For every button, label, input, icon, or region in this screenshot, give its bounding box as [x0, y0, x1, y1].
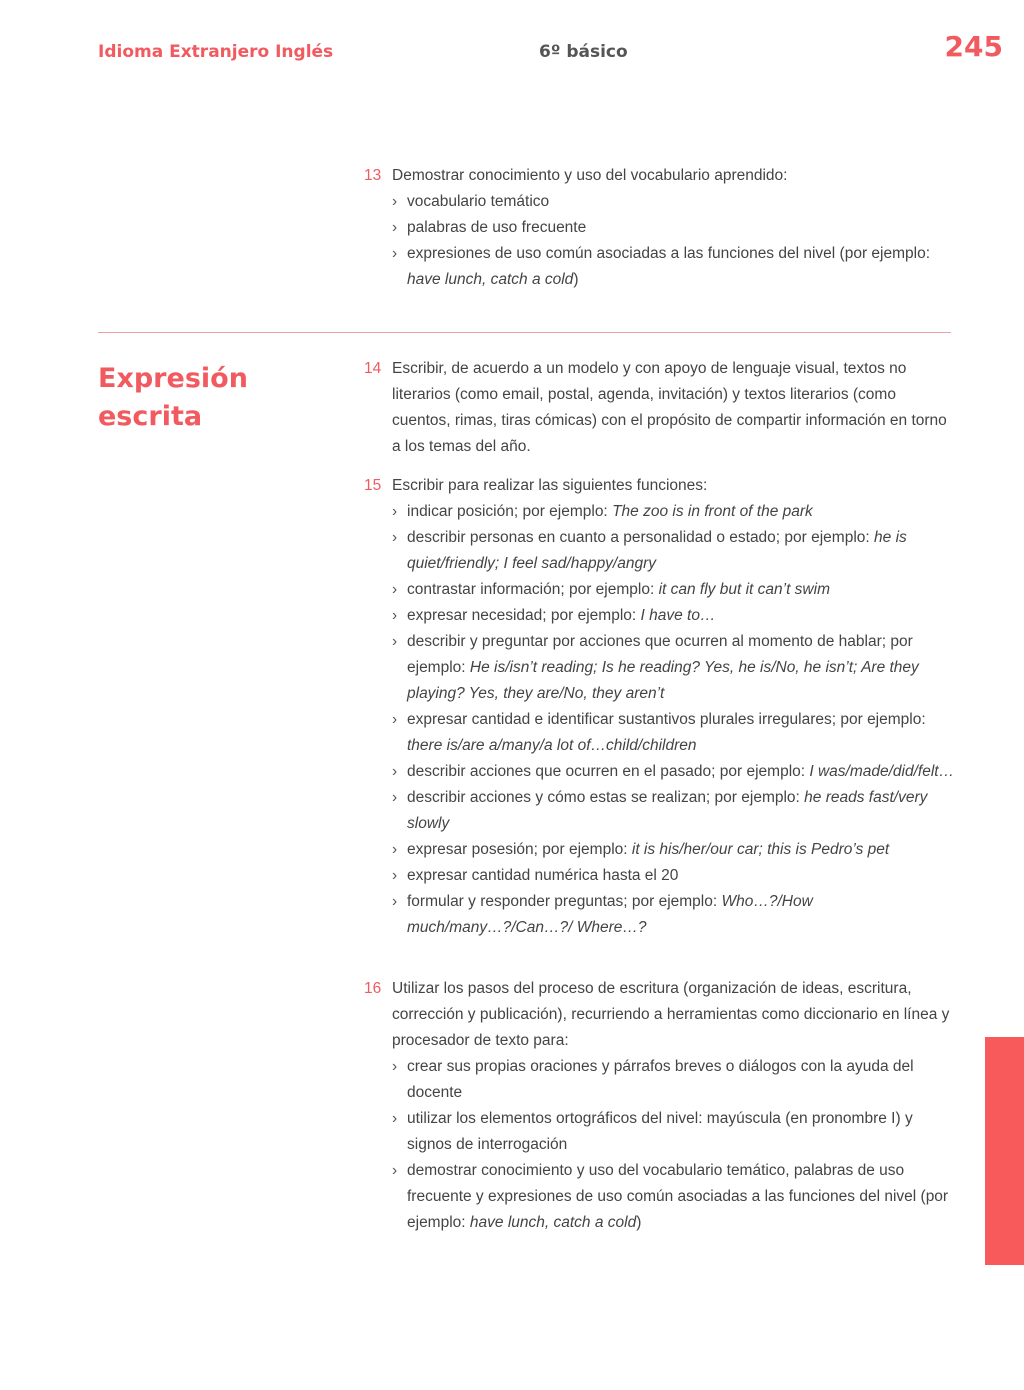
bullet-chevron-icon: ›: [392, 711, 398, 728]
header-subject: Idioma Extranjero Inglés: [98, 42, 334, 62]
bullet-example: have lunch, catch a cold: [469, 1214, 637, 1231]
section-divider: [98, 332, 951, 333]
bullet-item: [392, 837, 956, 863]
bullet-list: [364, 499, 956, 941]
bullet-text: indicar posición; por ejemplo:: [407, 503, 613, 520]
bullet-item: [392, 785, 956, 837]
bullet-text: vocabulario temático: [407, 193, 550, 210]
bullet-chevron-icon: ›: [392, 607, 398, 624]
bullet-after: ): [573, 271, 579, 288]
objective-text: Demostrar conocimiento y uso del vocabulario aprendido:: [392, 167, 788, 184]
bullet-text: demostrar conocimiento y uso del vocabulario temático, palabras de uso frecuente y expresiones de uso común asociadas a las funciones del nivel (por ejemplo:: [407, 1162, 949, 1231]
objective-number: 15: [364, 477, 382, 494]
bullet-item: [392, 1106, 956, 1158]
bullet-example: I was/made/did/felt…: [809, 763, 955, 780]
bullet-text: formular y responder preguntas; por ejemplo:: [407, 893, 722, 910]
bullet-chevron-icon: ›: [392, 581, 398, 598]
bullet-item: [392, 241, 956, 293]
bullet-example: it is his/her/our car; this is Pedro’s pet: [631, 841, 890, 858]
bullet-text: contrastar información; por ejemplo:: [407, 581, 659, 598]
section-title: [98, 360, 248, 436]
bullet-item: [392, 603, 956, 629]
header-grade: 6º básico: [539, 42, 628, 62]
bullet-text: describir acciones y cómo estas se realizan; por ejemplo:: [407, 789, 805, 806]
page-number: 245: [944, 30, 1003, 63]
objective-number: 16: [364, 980, 382, 997]
bullet-chevron-icon: ›: [392, 1058, 398, 1075]
objective-number: 14: [364, 360, 382, 377]
bullet-chevron-icon: ›: [392, 1110, 398, 1127]
objective-14: [364, 356, 956, 460]
bullet-item: [392, 629, 956, 707]
bullet-example: have lunch, catch a cold: [407, 271, 574, 288]
bullet-item: [392, 525, 956, 577]
bullet-item: [392, 1054, 956, 1106]
bullet-text: expresar cantidad numérica hasta el 20: [407, 867, 679, 884]
bullet-chevron-icon: ›: [392, 763, 398, 780]
bullet-chevron-icon: ›: [392, 1162, 398, 1179]
side-tab-marker: [985, 1037, 1024, 1265]
bullet-item: [392, 889, 956, 941]
bullet-item: [392, 863, 956, 889]
bullet-example: He is/isn’t reading; Is he reading? Yes, he is/No, he isn’t; Are they playing? Yes, they are/No, they aren’t: [407, 659, 919, 702]
bullet-list: [364, 1054, 956, 1236]
bullet-chevron-icon: ›: [392, 893, 398, 910]
bullet-text: describir personas en cuanto a personalidad o estado; por ejemplo:: [407, 529, 875, 546]
bullet-text: describir acciones que ocurren en el pasado; por ejemplo:: [407, 763, 810, 780]
objective-15: [364, 473, 956, 941]
bullet-example: he reads fast/very slowly: [407, 789, 928, 832]
objective-text: Escribir, de acuerdo a un modelo y con apoyo de lenguaje visual, textos no literarios (como email, postal, agenda, invitación) y textos literarios (como cuentos, rimas, tiras cómicas) con el propósito de compartir información en torno a los temas del año.: [392, 360, 947, 455]
bullet-text: expresiones de uso común asociadas a las funciones del nivel (por ejemplo:: [407, 245, 930, 262]
bullet-example: I have to…: [640, 607, 716, 624]
bullet-chevron-icon: ›: [392, 841, 398, 858]
bullet-chevron-icon: ›: [392, 789, 398, 806]
section-title-line2: escrita: [98, 401, 203, 432]
bullet-text: palabras de uso frecuente: [407, 219, 587, 236]
objective-13: [364, 163, 956, 293]
bullet-item: [392, 499, 956, 525]
section-title-line1: Expresión: [98, 363, 248, 394]
bullet-item: [392, 759, 956, 785]
bullet-text: expresar cantidad e identificar sustantivos plurales irregulares; por ejemplo:: [407, 711, 926, 728]
bullet-item: [392, 707, 956, 759]
bullet-chevron-icon: ›: [392, 867, 398, 884]
objective-16: [364, 976, 956, 1236]
bullet-list: [364, 189, 956, 293]
bullet-example: there is/are a/many/a lot of…child/children: [407, 737, 697, 754]
bullet-item: [392, 189, 956, 215]
bullet-chevron-icon: ›: [392, 633, 398, 650]
bullet-after: ): [636, 1214, 642, 1231]
bullet-item: [392, 215, 956, 241]
bullet-chevron-icon: ›: [392, 245, 398, 262]
objective-text: Utilizar los pasos del proceso de escritura (organización de ideas, escritura, corrección y publicación), recurriendo a herramientas como diccionario en línea y procesador de texto para:: [392, 980, 950, 1049]
bullet-text: expresar posesión; por ejemplo:: [407, 841, 632, 858]
bullet-text: expresar necesidad; por ejemplo:: [407, 607, 641, 624]
bullet-text: crear sus propias oraciones y párrafos breves o diálogos con la ayuda del docente: [407, 1058, 914, 1101]
bullet-chevron-icon: ›: [392, 529, 398, 546]
objective-number: 13: [364, 167, 382, 184]
bullet-text: utilizar los elementos ortográficos del nivel: mayúscula (en pronombre I) y signos de interrogación: [407, 1110, 913, 1153]
bullet-item: [392, 1158, 956, 1236]
bullet-example: he is quiet/friendly; I feel sad/happy/angry: [407, 529, 907, 572]
bullet-example: Who…?/How much/many…?/Can…?/ Where…?: [407, 893, 813, 936]
bullet-example: The zoo is in front of the park: [612, 503, 813, 520]
bullet-chevron-icon: ›: [392, 193, 398, 210]
bullet-chevron-icon: ›: [392, 219, 398, 236]
bullet-item: [392, 577, 956, 603]
bullet-text: describir y preguntar por acciones que ocurren al momento de hablar; por ejemplo:: [407, 633, 913, 676]
bullet-chevron-icon: ›: [392, 503, 398, 520]
bullet-example: it can fly but it can’t swim: [658, 581, 830, 598]
objective-text: Escribir para realizar las siguientes funciones:: [392, 477, 708, 494]
